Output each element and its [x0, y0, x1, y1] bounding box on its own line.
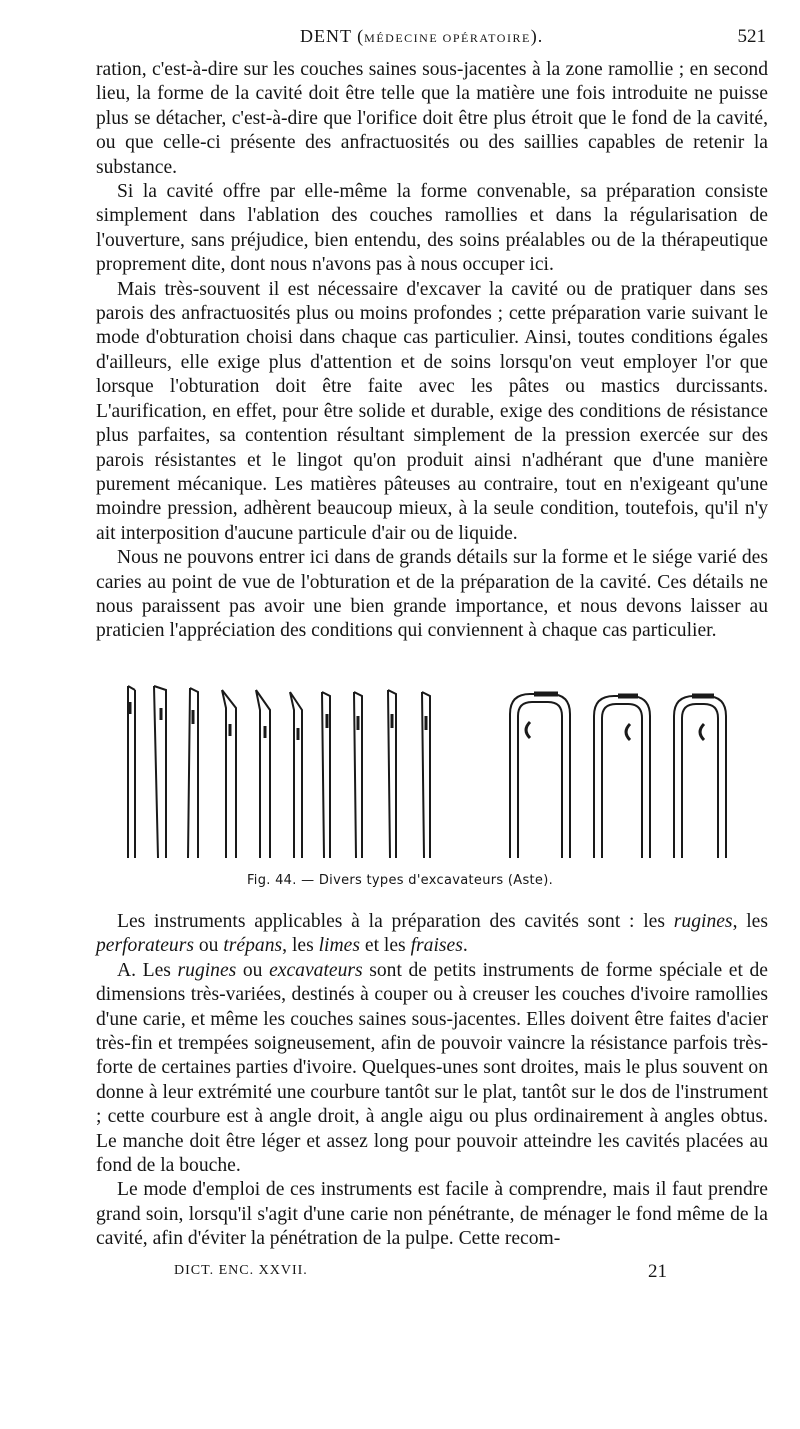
bent-excavator — [222, 690, 236, 858]
hooked-excavator — [674, 696, 726, 858]
straight-excavator — [354, 692, 362, 858]
page-number: 521 — [737, 26, 766, 47]
hooked-excavator — [594, 696, 650, 858]
paragraph-mode-emploi: Le mode d'emploi de ces instruments est facile à comprendre, mais il faut prendre grand soin, lorsqu'il s'agit d'une carie non pénétrante, de ménager le fond même de la cavité, afin d'éviter la pénétration de la pulpe. Cette recom- — [96, 1179, 768, 1250]
term-trepans: trépans — [223, 935, 283, 957]
paragraph-details: Nous ne pouvons entrer ici dans de grands détails sur la forme et le siége varié des caries au point de vue de l'obturation et de la préparation de la cavité. Ces détails ne nous paraissent pas avoir une bien grande importance, et nous devons laisser au praticien l'appréciation des conditions qui conviennent à chaque cas particulier. — [96, 547, 768, 642]
straight-excavator — [322, 692, 330, 858]
straight-excavator — [422, 692, 430, 858]
term-rugines: rugines — [673, 911, 733, 932]
bent-excavator — [290, 692, 302, 858]
hooked-excavator — [510, 694, 570, 858]
paragraph-excavation: Mais très-souvent il est nécessaire d'excaver la cavité ou de pratiquer dans ses parois des anfractuosités plus ou moins profondes ; cette préparation varie suivant le mode d'obturation choisi dans chaque cas particulier. Ainsi, toutes conditions égales d'ailleurs, elle exige plus d'attention et de soins lorsqu'on veut employer l'or que lorsque l'obturation doit être faite avec les pâtes ou mastics durcissants. L'aurification, en effet, pour être solide et durable, exige des conditions de résistance plus parfaites, sa contention résultant simplement de la pression exercée sur des parois résistantes et le lingot qu'on produit ainsi n'adhérant que d'une manière purement mécanique. Les matières pâteuses au contraire, tout en n'exigeant qu'une moindre pression, adhèrent beaucoup mieux, à la seule condition, toutefois, qu'il n'y ait interposition d'aucune particule d'air ou de liquide. — [96, 278, 768, 544]
straight-excavator — [188, 688, 198, 858]
paragraph-rugines: A. Les rugines ou excavateurs sont de petits instruments de forme spéciale et de dimensions très-variées, destinés à couper ou à creuser les couches d'ivoire ramollies d'une carie, et même les couches saines sous-jacentes. Elles doivent être faites d'acier très-fin et trempées soigneusement, afin de pouvoir vaincre la résistance parfois très-forte de certaines parties d'ivoire. Quelques-unes sont droites, mais le plus souvent on donne à leur extrémité une courbure tantôt sur le plat, tantôt sur le dos de l'instrument ; cette courbure est à angle droit, à angle aigu ou plus ordinairement à angles obtus. Le manche doit être léger et assez long pour pouvoir atteindre les cavités placées au fond de la bouche. — [96, 959, 768, 1177]
straight-excavator — [128, 686, 135, 858]
header-paren-open: ( — [351, 26, 365, 46]
straight-excavator — [388, 690, 396, 858]
excavator-illustration — [118, 680, 778, 860]
term-perforateurs: perforateurs — [96, 935, 194, 957]
paragraph-instruments: Les instruments applicables à la préparation des cavités sont : les rugines, les perforateurs ou trépans, les limes et les fraises. — [96, 911, 768, 957]
term-excavateurs: excavateurs — [269, 959, 363, 981]
page-footer — [0, 1263, 800, 1289]
term-rugines: rugines — [177, 959, 237, 981]
straight-excavator — [154, 686, 166, 858]
bent-excavator — [256, 690, 270, 858]
text-block-bottom — [96, 910, 768, 1252]
text-block-top — [96, 58, 768, 644]
header-title-sub: MÉDECINE OPÉRATOIRE — [364, 31, 531, 45]
term-fraises: fraises — [410, 935, 463, 957]
paragraph-continuation: ration, c'est-à-dire sur les couches saines sous-jacentes à la zone ramollie ; en second lieu, la forme de la cavité doit être telle que la matière une fois introduite ne puisse plus se détacher, c'est-à-dire que l'orifice doit être plus étroit que le fond de la cavité, ou que celle-ci présente des anfractuosités ou des saillies capables de retenir la substance. — [96, 59, 768, 178]
term-limes: limes — [318, 935, 360, 957]
paragraph-cavity-form: Si la cavité offre par elle-même la forme convenable, sa préparation consiste simplement dans l'ablation des couches ramollies et dans la régularisation de l'ouverture, sans préjudice, bien entendu, des soins préalables ou de la thérapeutique proprement dite, dont nous n'avons pas à nous occuper ici. — [96, 181, 768, 276]
header-title-main: DENT — [300, 26, 352, 46]
footer-signature: DICT. ENC. XXVII. — [174, 1263, 308, 1278]
header-title — [300, 26, 543, 47]
footer-signature-number: 21 — [648, 1261, 667, 1282]
figure-caption: Fig. 44. — Divers types d'excavateurs (Aste). — [246, 873, 554, 888]
excavator-figure — [118, 680, 778, 860]
header-paren-close: ). — [530, 26, 544, 46]
running-header — [0, 26, 800, 54]
